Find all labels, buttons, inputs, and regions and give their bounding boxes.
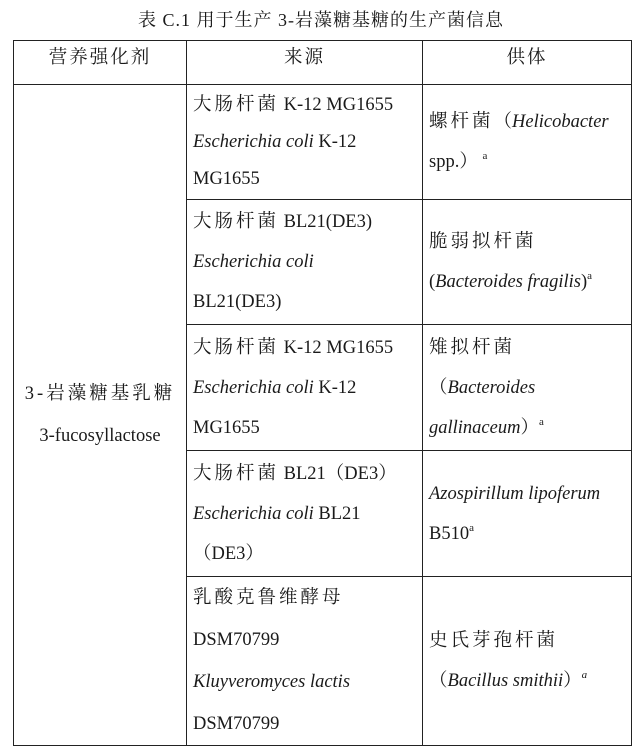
source-cn-strain: K-12 MG1655: [283, 337, 394, 358]
source-cn: 乳酸克鲁维酵母: [193, 588, 344, 608]
source-cn-strain: K-12 MG1655: [283, 94, 394, 115]
donor-strain: B510: [429, 523, 470, 544]
donor-paren: （: [493, 112, 513, 132]
source-latin: Kluyveromyces lactis: [193, 672, 351, 692]
donor-paren: ): [580, 272, 588, 292]
donor-paren: （: [429, 671, 448, 691]
donor-cell: [423, 200, 632, 325]
footnote-marker: a: [538, 415, 544, 428]
donor-paren: (: [429, 272, 436, 292]
nutrient-cell: [14, 85, 187, 746]
table-caption: 表 C.1 用于生产 3-岩藻糖基糖的生产菌信息: [138, 10, 504, 30]
source-cell: [187, 85, 423, 200]
donor-cn: 雉拟杆菌: [429, 337, 516, 358]
donor-cell: [423, 451, 632, 577]
donor-latin: Bacteroides: [447, 377, 536, 398]
producer-strain-table: [13, 40, 632, 746]
donor-cn: 螺杆菌: [429, 112, 494, 132]
footnote-marker: a: [581, 669, 588, 681]
donor-paren: （: [429, 377, 448, 398]
footnote-marker: a: [587, 270, 592, 282]
source-cn: 大肠杆菌: [193, 337, 280, 358]
source-latin-strain-2: BL21(DE3): [193, 292, 282, 312]
header-donor: 供体: [423, 41, 632, 85]
donor-latin-2: gallinaceum: [429, 417, 521, 438]
donor-cell: [423, 85, 632, 200]
source-latin-strain: BL21: [318, 503, 361, 524]
source-latin-strain: K-12: [318, 131, 357, 152]
source-cell: [187, 577, 423, 746]
donor-latin: Azospirillum lipoferum: [429, 483, 601, 504]
source-latin: Escherichia coli: [193, 131, 314, 152]
source-latin-strain: K-12: [318, 377, 357, 398]
source-cn: 大肠杆菌: [193, 463, 280, 484]
donor-cell: [423, 325, 632, 451]
source-cn: 大肠杆菌: [193, 212, 280, 232]
donor-latin: Helicobacter: [512, 112, 609, 132]
source-cn-strain: BL21（DE3）: [283, 463, 397, 484]
source-cn: 大肠杆菌: [193, 94, 280, 115]
donor-paren: ）: [520, 417, 539, 438]
source-cell: [187, 200, 423, 325]
source-latin-strain-2: MG1655: [193, 168, 260, 189]
nutrient-name-en: 3-fucosyllactose: [39, 426, 161, 446]
donor-latin: Bacillus smithii: [447, 671, 564, 691]
source-latin: Escherichia coli: [193, 377, 314, 398]
source-cell: [187, 451, 423, 577]
source-latin-strain-2: （DE3）: [193, 543, 264, 564]
source-cn-strain: DSM70799: [193, 630, 280, 650]
source-latin: Escherichia coli: [193, 252, 314, 272]
source-cn-strain: BL21(DE3): [283, 212, 373, 232]
header-source: 来源: [187, 41, 423, 85]
footnote-marker: a: [469, 521, 474, 534]
source-latin-strain-2: MG1655: [193, 417, 260, 438]
donor-cn: 史氏芽孢杆菌: [429, 631, 559, 651]
source-latin-strain-2: DSM70799: [193, 714, 280, 734]
source-latin: Escherichia coli: [193, 503, 314, 524]
header-row: [14, 41, 632, 85]
header-nutrient: 营养强化剂: [14, 41, 187, 85]
donor-paren: ）: [563, 671, 582, 691]
footnote-marker: a: [482, 150, 488, 162]
nutrient-name-cn: 3-岩藻糖基乳糖: [24, 384, 176, 404]
donor-cn: 脆弱拟杆菌: [429, 232, 537, 252]
donor-line2: spp.）: [429, 152, 478, 172]
donor-latin: Bacteroides fragilis: [435, 272, 581, 292]
source-cell: [187, 325, 423, 451]
table-row: [14, 85, 632, 200]
donor-cell: [423, 577, 632, 746]
